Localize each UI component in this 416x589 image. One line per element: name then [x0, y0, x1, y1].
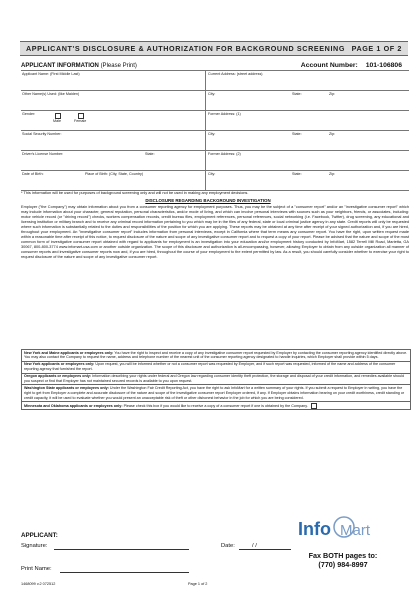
notice-text: Upon request, you will be informed whether or not a consumer report was requested by Employer, and if such report was requested, informed of the name and address of the consumer reporting agency that furnished the report. [24, 362, 396, 372]
header-bar [20, 41, 408, 56]
section-title: APPLICANT INFORMATION [21, 63, 99, 69]
report-copy-checkbox[interactable] [311, 403, 317, 409]
notice-text: Under the Washington Fair Credit Reporting Act, you have the right to ask InfoMart for a written summary of your rights. If you submit a request to Employer in writing, you have the right to get from Employer a complete and accurate disclosure of the nature and scope of the investigative consumer report Employer ordered, if any. If Employer obtains information bearing on your credit worthiness, credit standing or credit capacity, it will be used to evaluate whether you would present an unacceptable risk of theft or other dishonest behavior in the job for which you are being considered. [24, 385, 405, 400]
footer-form-id: 1468099 v.2 072512 [21, 582, 56, 586]
pob-field[interactable]: Place of Birth: (City, State, Country) [85, 172, 144, 176]
female-label: Female [74, 119, 87, 123]
drivers-license-field[interactable]: Driver's License Number: [22, 152, 64, 156]
infomart-logo [297, 513, 382, 543]
account-label: Account Number: [300, 62, 358, 69]
notice-ny-maine [22, 350, 410, 362]
zip-field[interactable]: Zip: [329, 92, 336, 96]
city-field-2[interactable]: City: [208, 132, 216, 136]
applicant-name-field[interactable]: Applicant Name: (First Middle Last) [22, 72, 80, 76]
state-notices-box [21, 349, 411, 410]
form-row-1 [21, 70, 409, 90]
infomart-logo-mark [297, 513, 382, 543]
signature-label: Signature: [21, 543, 48, 549]
other-names-field[interactable]: Other Name(s) Used: (like Maiden) [22, 92, 80, 96]
applicant-form-grid [21, 70, 409, 191]
print-name-label: Print Name: [21, 566, 52, 572]
fax-number: (770) 984-8997 [318, 560, 368, 569]
footer-page: Page 1 of 2 [188, 582, 208, 586]
applicant-label: APPLICANT: [21, 532, 58, 539]
date-slashes: / / [252, 543, 257, 549]
notice-heading: New York applicants or employees only: [24, 362, 95, 367]
disclosure-title: DISCLOSURE REGARDING BACKGROUND INVESTIGATION [145, 198, 271, 203]
notice-text: Please check this box if you would like to receive a copy of a consumer report if one is obtained by the Company. [122, 403, 308, 408]
ssn-field[interactable]: Social Security Number: [22, 132, 62, 136]
header-page: PAGE 1 OF 2 [351, 44, 402, 53]
zip-field-3[interactable]: Zip: [329, 172, 336, 176]
form-row-5 [21, 150, 409, 170]
logo-text-info: Info [298, 519, 331, 539]
form-row-4 [21, 130, 409, 150]
date-label: Date: [221, 543, 235, 549]
form-row-3 [21, 110, 409, 130]
signature-line[interactable] [54, 549, 189, 550]
print-name-line[interactable] [60, 572, 189, 573]
disclosure-text: Employer ("the Company") may obtain information about you from a consumer reporting agency for employment purposes. Thus, you may be the subject of a "consumer report" and/or an "investigative consumer report" which may include information about your character, general reputation, personal characteristics, and/or mode of living, and which can involve personal interviews with sources such as your neighbors, friends, or associates, including: motor vehicle record (or "driving record") checks, workers compensation records, credit bureau files, employment references, personal references, social networking (i.e. Facebook, Twitter), drug screening, any educational and licensing institution or military branch and to receive any criminal record information pertaining to you which may be in the files of any federal, state or local criminal justice agency in any state. Credit reports will only be requested where such information is substantially related to the duties and responsibilities of the position for which you are applying. These reports may be obtained at any time after receipt of your signed authorization and, if you are hired, throughout your employment. An "investigative consumer report" includes information from personal interviews, except in California where that term means any consumer report. You have the right, upon written request made within a reasonable time after receipt of this notice, to request disclosure of the nature and scope of any investigative consumer report and to request a copy of your report. Please be advised that the nature and scope of the most common form of investigative consumer report obtained with regard to applicants for employment is an investigation into your education and/or employment history conducted by InfoMart, 1582 Terrell Mill Road, Marietta, GA 30067, 800-800-3774 www.infomart-usa.com or another outside organization. The scope of this disclosure and authorization is all-encompassing, however, allowing Employer to obtain from any outside organization all manner of consumer reports and investigative consumer reports now and, if you are hired, throughout the course of your employment to the extent permitted by law. As a result, you should carefully consider whether to exercise your right to request disclosure of the nature and scope of any investigative consumer report. [21, 205, 409, 259]
logo-text-mart: Mart [340, 522, 370, 539]
date-line[interactable] [239, 549, 291, 550]
usage-note: * This information will be used for purposes of background screening only and will not be used in making any employment decisions. [21, 190, 249, 195]
fax-info [298, 551, 388, 569]
city-field-3[interactable]: City: [208, 172, 216, 176]
section-note: (Please Print) [100, 63, 137, 69]
state-field[interactable]: State: [292, 92, 302, 96]
state-field-2[interactable]: State: [292, 132, 302, 136]
former-address-1-field[interactable]: Former Address: (1) [208, 112, 241, 116]
form-row-2 [21, 90, 409, 110]
former-address-2-field[interactable]: Former Address: (2) [208, 152, 241, 156]
zip-field-2[interactable]: Zip: [329, 132, 336, 136]
notice-heading: Washington State applicants or employees only: [24, 385, 109, 390]
notice-oregon [22, 374, 410, 386]
current-address-field[interactable]: Current Address: (street address) [208, 72, 263, 76]
notice-heading: Minnesota and Oklahoma applicants or employees only: [24, 403, 123, 408]
male-label: Male [53, 119, 61, 123]
notice-mn-ok [22, 402, 410, 409]
account-value: 101-106806 [365, 62, 402, 69]
gender-label: Gender: [22, 112, 36, 116]
notice-heading: Oregon applicants or employees only: [24, 374, 92, 379]
dl-state-field[interactable]: State: [145, 152, 155, 156]
notice-text: Information describing your rights under federal and Oregon law regarding consumer identity theft protection, the storage and disposal of your credit information, and remedies available should you suspect or find that Employer has not maintained secured records is available to you upon request. [24, 374, 405, 384]
notice-washington [22, 385, 410, 402]
account-number [301, 62, 402, 69]
notice-heading: New York and Maine applicants or employees only: [24, 350, 114, 355]
applicant-info-heading [21, 63, 137, 69]
fax-label: Fax BOTH pages to: [308, 551, 378, 560]
form-row-6 [21, 170, 409, 191]
dob-field[interactable]: Date of Birth: [22, 172, 44, 176]
notice-text: You have the right to inspect and receive a copy of any investigative consumer report requested by Employer by contacting the consumer reporting agency identified directly above. You may also contact the Company to request the name, address and telephone number of the nearest unit of the consumer reporting agency designated to handle inquiries, which Employer shall provide within 5 days. [24, 350, 408, 360]
city-field[interactable]: City: [208, 92, 216, 96]
state-field-3[interactable]: State: [292, 172, 302, 176]
header-title: APPLICANT'S DISCLOSURE & AUTHORIZATION FOR BACKGROUND SCREENING [26, 44, 346, 53]
notice-ny [22, 362, 410, 374]
